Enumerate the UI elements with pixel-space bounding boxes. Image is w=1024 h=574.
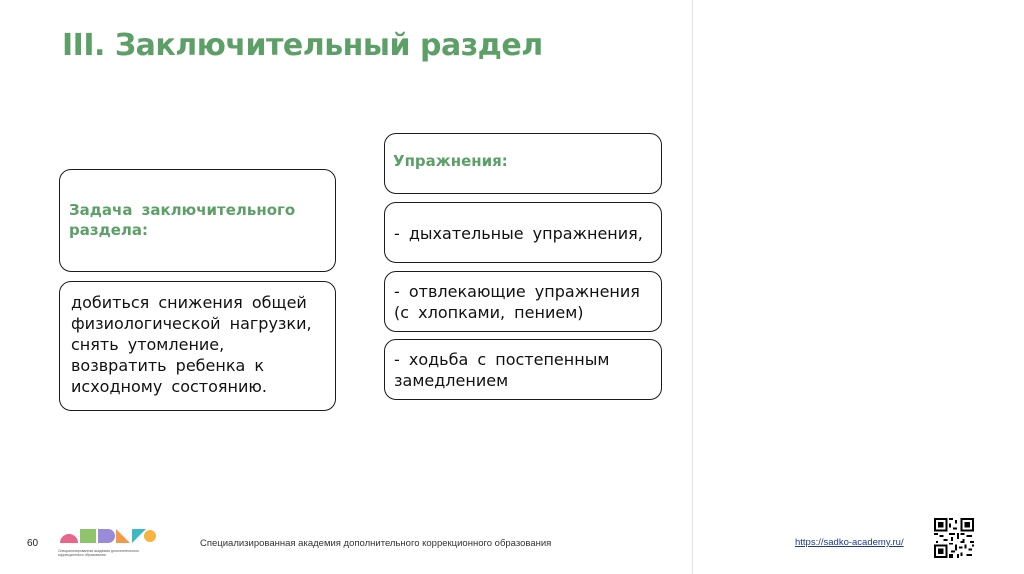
goal-line: добиться снижения общей	[71, 293, 307, 312]
website-link[interactable]: https://sadko-academy.ru/	[795, 537, 904, 548]
exercise-line: замедлением	[394, 371, 509, 390]
goal-line: снять утомление,	[71, 335, 225, 354]
goal-line: исходному состоянию.	[71, 377, 267, 396]
goal-line: физиологической нагрузки,	[71, 314, 312, 333]
slide-title: III. Заключительный раздел	[62, 28, 543, 63]
task-box	[59, 169, 336, 272]
exercise-line: - дыхательные упражнения,	[394, 224, 643, 243]
page-number: 60	[27, 538, 39, 549]
exercise-line: (с хлопками, пением)	[394, 303, 584, 322]
exercise-box-walking	[384, 339, 662, 400]
exercise-line: - отвлекающие упражнения	[394, 282, 640, 301]
exercises-header-box	[384, 133, 662, 194]
divider-line	[692, 0, 693, 574]
task-text: Задача заключительного раздела:	[69, 201, 296, 239]
exercises-header: Упражнения:	[393, 152, 508, 170]
qr-code	[934, 518, 974, 558]
goal-box	[59, 281, 336, 411]
exercise-box-distracting	[384, 271, 662, 332]
right-pane	[693, 0, 1024, 574]
footer-academy-name: Специализированная академия дополнительного коррекционного образования	[200, 538, 552, 549]
exercise-line: - ходьба с постепенным	[394, 350, 610, 369]
goal-line: возвратить ребенка к	[71, 356, 265, 375]
exercise-box-breathing	[384, 202, 662, 263]
logo-caption: Специализированная академия дополнительного коррекционного образования	[58, 549, 139, 557]
